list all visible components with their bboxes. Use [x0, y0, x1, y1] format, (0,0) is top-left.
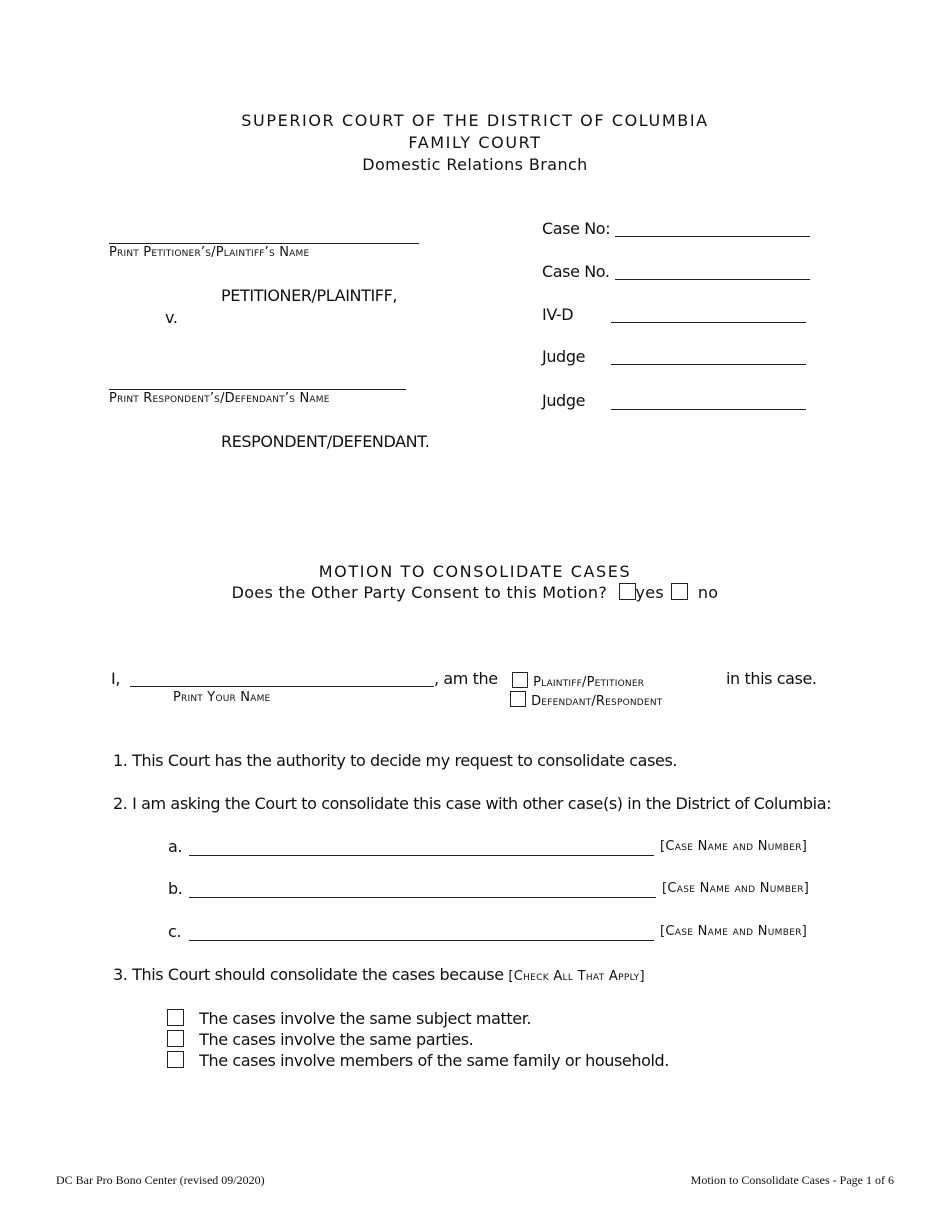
item-1: 1. This Court has the authority to decide my request to consolidate cases. [113, 751, 678, 770]
case-no-label-2: Case No. [542, 262, 610, 281]
respondent-name-label: Print Respondent’s/Defendant’s Name [109, 391, 330, 406]
judge-label-2: Judge [542, 391, 586, 410]
plaintiff-checkbox[interactable] [512, 672, 528, 688]
case-c-field[interactable] [189, 940, 654, 941]
role-plaintiff-option[interactable] [512, 671, 644, 690]
petitioner-name-label: Print Petitioner’s/Plaintiff’s Name [109, 245, 310, 260]
item-3: 3. This Court should consolidate the cases because [113, 965, 504, 984]
consent-yes-checkbox[interactable] [619, 583, 636, 600]
case-a-tag: [Case Name and Number] [660, 839, 808, 854]
consent-no-label: no [697, 583, 719, 602]
judge-label-1: Judge [542, 347, 586, 366]
identity-prefix: I, [111, 669, 121, 688]
court-branch: Domestic Relations Branch [362, 155, 588, 174]
iv-d-field[interactable] [611, 322, 806, 323]
identity-am-the: , am the [434, 669, 498, 688]
consent-question: Does the Other Party Consent to this Motion? [231, 583, 608, 602]
court-name: SUPERIOR COURT OF THE DISTRICT OF COLUMBIA [241, 111, 709, 130]
footer-right: Motion to Consolidate Cases - Page 1 of 6 [690, 1173, 894, 1187]
reason-2-checkbox[interactable] [167, 1030, 184, 1047]
reason-1-checkbox[interactable] [167, 1009, 184, 1026]
consent-row [0, 583, 950, 602]
reason-2-label: The cases involve the same parties. [199, 1030, 474, 1049]
case-no-field-2[interactable] [615, 279, 810, 280]
respondent-role: RESPONDENT/DEFENDANT. [221, 432, 430, 451]
motion-title: MOTION TO CONSOLIDATE CASES [318, 562, 632, 581]
case-no-label-1: Case No: [542, 219, 611, 238]
plaintiff-label: Plaintiff/Petitioner [533, 675, 645, 690]
case-a-letter: a. [168, 837, 183, 856]
consent-no-checkbox[interactable] [671, 583, 688, 600]
case-no-field-1[interactable] [615, 236, 810, 237]
reason-1-label: The cases involve the same subject matter. [199, 1009, 532, 1028]
consent-yes-label: yes [635, 583, 665, 602]
case-a-field[interactable] [189, 855, 654, 856]
case-b-field[interactable] [189, 897, 656, 898]
reason-2-row[interactable] [167, 1030, 473, 1049]
defendant-label: Defendant/Respondent [531, 694, 663, 709]
item-3-row [113, 965, 645, 984]
iv-d-label: IV-D [542, 305, 574, 324]
versus: v. [165, 308, 178, 327]
reason-3-checkbox[interactable] [167, 1051, 184, 1068]
case-b-tag: [Case Name and Number] [662, 881, 810, 896]
court-division: FAMILY COURT [408, 133, 542, 152]
your-name-field[interactable] [130, 686, 434, 687]
item-3-tag: [Check All That Apply] [508, 969, 645, 984]
reason-3-label: The cases involve members of the same family or household. [199, 1051, 669, 1070]
reason-3-row[interactable] [167, 1051, 669, 1070]
respondent-name-field[interactable] [109, 389, 406, 390]
footer-left: DC Bar Pro Bono Center (revised 09/2020) [56, 1173, 265, 1187]
judge-field-1[interactable] [611, 364, 806, 365]
petitioner-role: PETITIONER/PLAINTIFF, [221, 286, 398, 305]
reason-1-row[interactable] [167, 1009, 531, 1028]
case-c-letter: c. [168, 922, 182, 941]
petitioner-name-field[interactable] [109, 243, 419, 244]
case-b-letter: b. [168, 879, 183, 898]
defendant-checkbox[interactable] [510, 691, 526, 707]
your-name-caption: Print Your Name [173, 690, 271, 705]
judge-field-2[interactable] [611, 409, 806, 410]
role-defendant-option[interactable] [510, 690, 662, 709]
item-2: 2. I am asking the Court to consolidate this case with other case(s) in the District of Columbia: [113, 794, 832, 813]
identity-suffix: in this case. [726, 669, 817, 688]
case-c-tag: [Case Name and Number] [660, 924, 808, 939]
